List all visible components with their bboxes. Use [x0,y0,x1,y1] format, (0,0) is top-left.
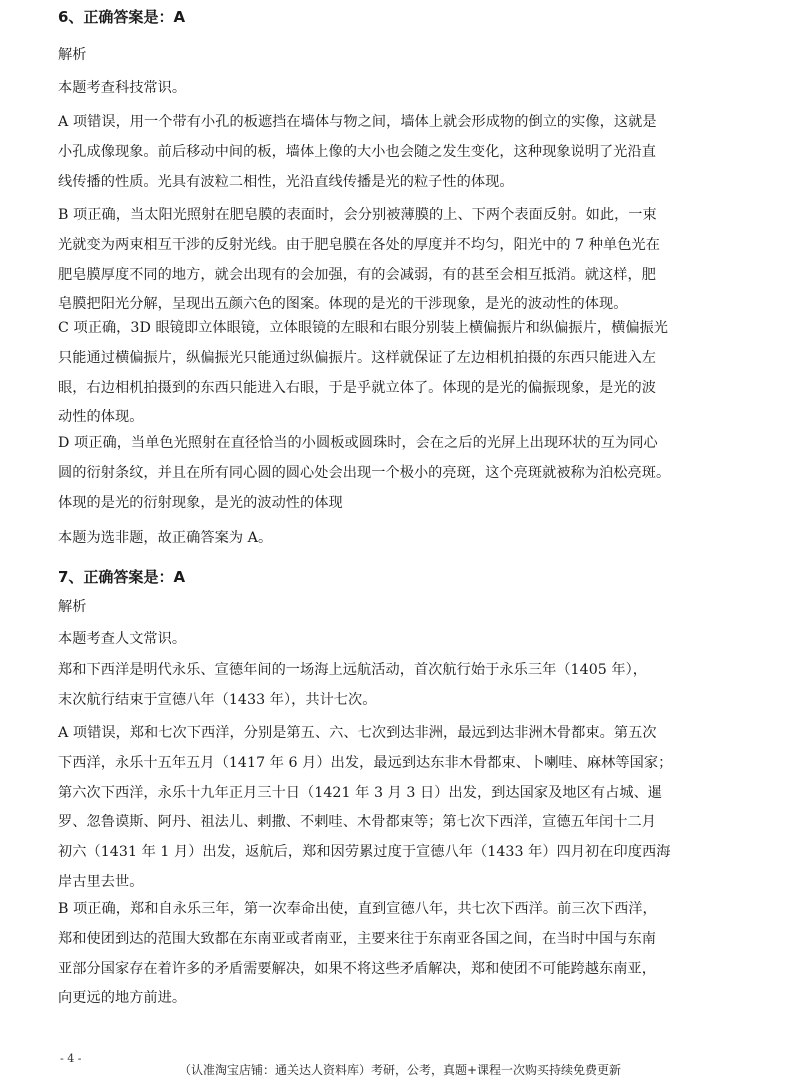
q7-intro [58,656,758,716]
text-line: 线传播的性质。光具有波粒二相性，光沿直线传播是光的粒子性的体现。 [58,173,514,190]
text-line: A 项错误，用一个带有小孔的板遮挡在墙体与物之间，墙体上就会形成物的倒立的实像，这就是 [58,114,657,130]
text-line: 罗、忽鲁谟斯、阿丹、祖法儿、剌撒、不剌哇、木骨都束等；第七次下西洋，宣德五年闰十二月 [58,814,656,831]
text-line: 小孔成像现象。前后移动中间的板，墙体上像的大小也会随之发生变化，这种现象说明了光沿直 [58,143,656,160]
q6-option-a [58,108,758,197]
text-line: 岸古里去世。 [58,873,144,890]
text-line: 眼，右边相机拍摄到的东西只能进入右眼，于是乎就立体了。体现的是光的偏振现象，是光的波 [58,379,656,396]
text-line: 圆的衍射条纹，并且在所有同心圆的圆心处会出现一个极小的亮斑，这个亮斑就被称为泊松亮斑。 [58,464,671,481]
text-line: 皂膜把阳光分解，呈现出五颜六色的图案。体现的是光的干涉现象，是光的波动性的体现。 [58,296,628,313]
text-line: A 项错误，郑和七次下西洋，分别是第五、六、七次到达非洲，最远到达非洲木骨都束。第五次 [58,725,657,741]
text-line: 初六（1431 年 1 月）出发，返航后，郑和因劳累过度于宣德八年（1433 年）四月初在印度西海 [58,844,671,861]
q6-option-c [58,314,758,433]
text-line: 郑和下西洋是明代永乐、宣德年间的一场海上远航活动，首次航行始于永乐三年（1405 年）， [58,662,648,678]
text-line: 郑和使团到达的范围大致都在东南亚或者南亚，主要来往于东南亚各国之间，在当时中国与东南 [58,930,656,947]
text-line: C 项正确，3D 眼镜即立体眼镜，立体眼镜的左眼和右眼分别装上横偏振片和纵偏振片，横偏振光 [58,320,669,336]
text-line: B 项正确，郑和自永乐三年，第一次奉命出使，直到宣德八年，共七次下西洋。前三次下西洋， [58,901,657,917]
q7-topic: 本题考查人文常识。 [58,631,187,647]
text-line: 第六次下西洋，永乐十九年正月三十日（1421 年 3 月 3 日）出发，到达国家及地区有占城、暹 [58,784,663,801]
q7-option-a [58,719,758,898]
text-line: 肥皂膜厚度不同的地方，就会出现有的会加强，有的会减弱，有的甚至会相互抵消。就这样，肥 [58,266,656,283]
text-line: 只能通过横偏振片，纵偏振光只能通过纵偏振片。这样就保证了左边相机拍摄的东西只能进入左 [58,349,656,366]
footer-notice: （认准淘宝店铺：通关达人资料库）考研，公考，真题+课程一次购买持续免费更新 [178,1063,622,1077]
text-line: 光就变为两束相互干涉的反射光线。由于肥皂膜在各处的厚度并不均匀，阳光中的 7 种单色光在 [58,236,660,253]
q6-heading: 6、正确答案是：A [58,8,186,26]
q6-option-b [58,201,758,320]
text-line: 动性的体现。 [58,409,144,426]
text-line: 亚部分国家存在着许多的矛盾需要解决，如果不将这些矛盾解决，郑和使团不可能跨越东南亚， [58,960,656,977]
q7-option-b [58,895,758,1014]
text-line: B 项正确，当太阳光照射在肥皂膜的表面时，会分别被薄膜的上、下两个表面反射。如此，一束 [58,207,657,223]
text-line: 下西洋，永乐十五年五月（1417 年 6 月）出发，最远到达东非木骨都束、卜喇哇、麻林等国家； [58,754,673,771]
q6-conclusion: 本题为选非题，故正确答案为 A。 [58,530,273,546]
text-line: D 项正确，当单色光照射在直径恰当的小圆板或圆珠时，会在之后的光屏上出现环状的互为同心 [58,435,658,451]
text-line: 末次航行结束于宣德八年（1433 年），共计七次。 [58,691,377,708]
q7-analysis-label: 解析 [58,599,87,615]
text-line: 向更远的地方前进。 [58,990,187,1007]
page-number: - 4 - [60,1052,82,1065]
q7-heading: 7、正确答案是：A [58,568,186,586]
q6-analysis-label: 解析 [58,47,87,63]
q6-option-d [58,429,758,518]
text-line: 体现的是光的衍射现象，是光的波动性的体现 [58,494,343,511]
q6-topic: 本题考查科技常识。 [58,80,187,96]
